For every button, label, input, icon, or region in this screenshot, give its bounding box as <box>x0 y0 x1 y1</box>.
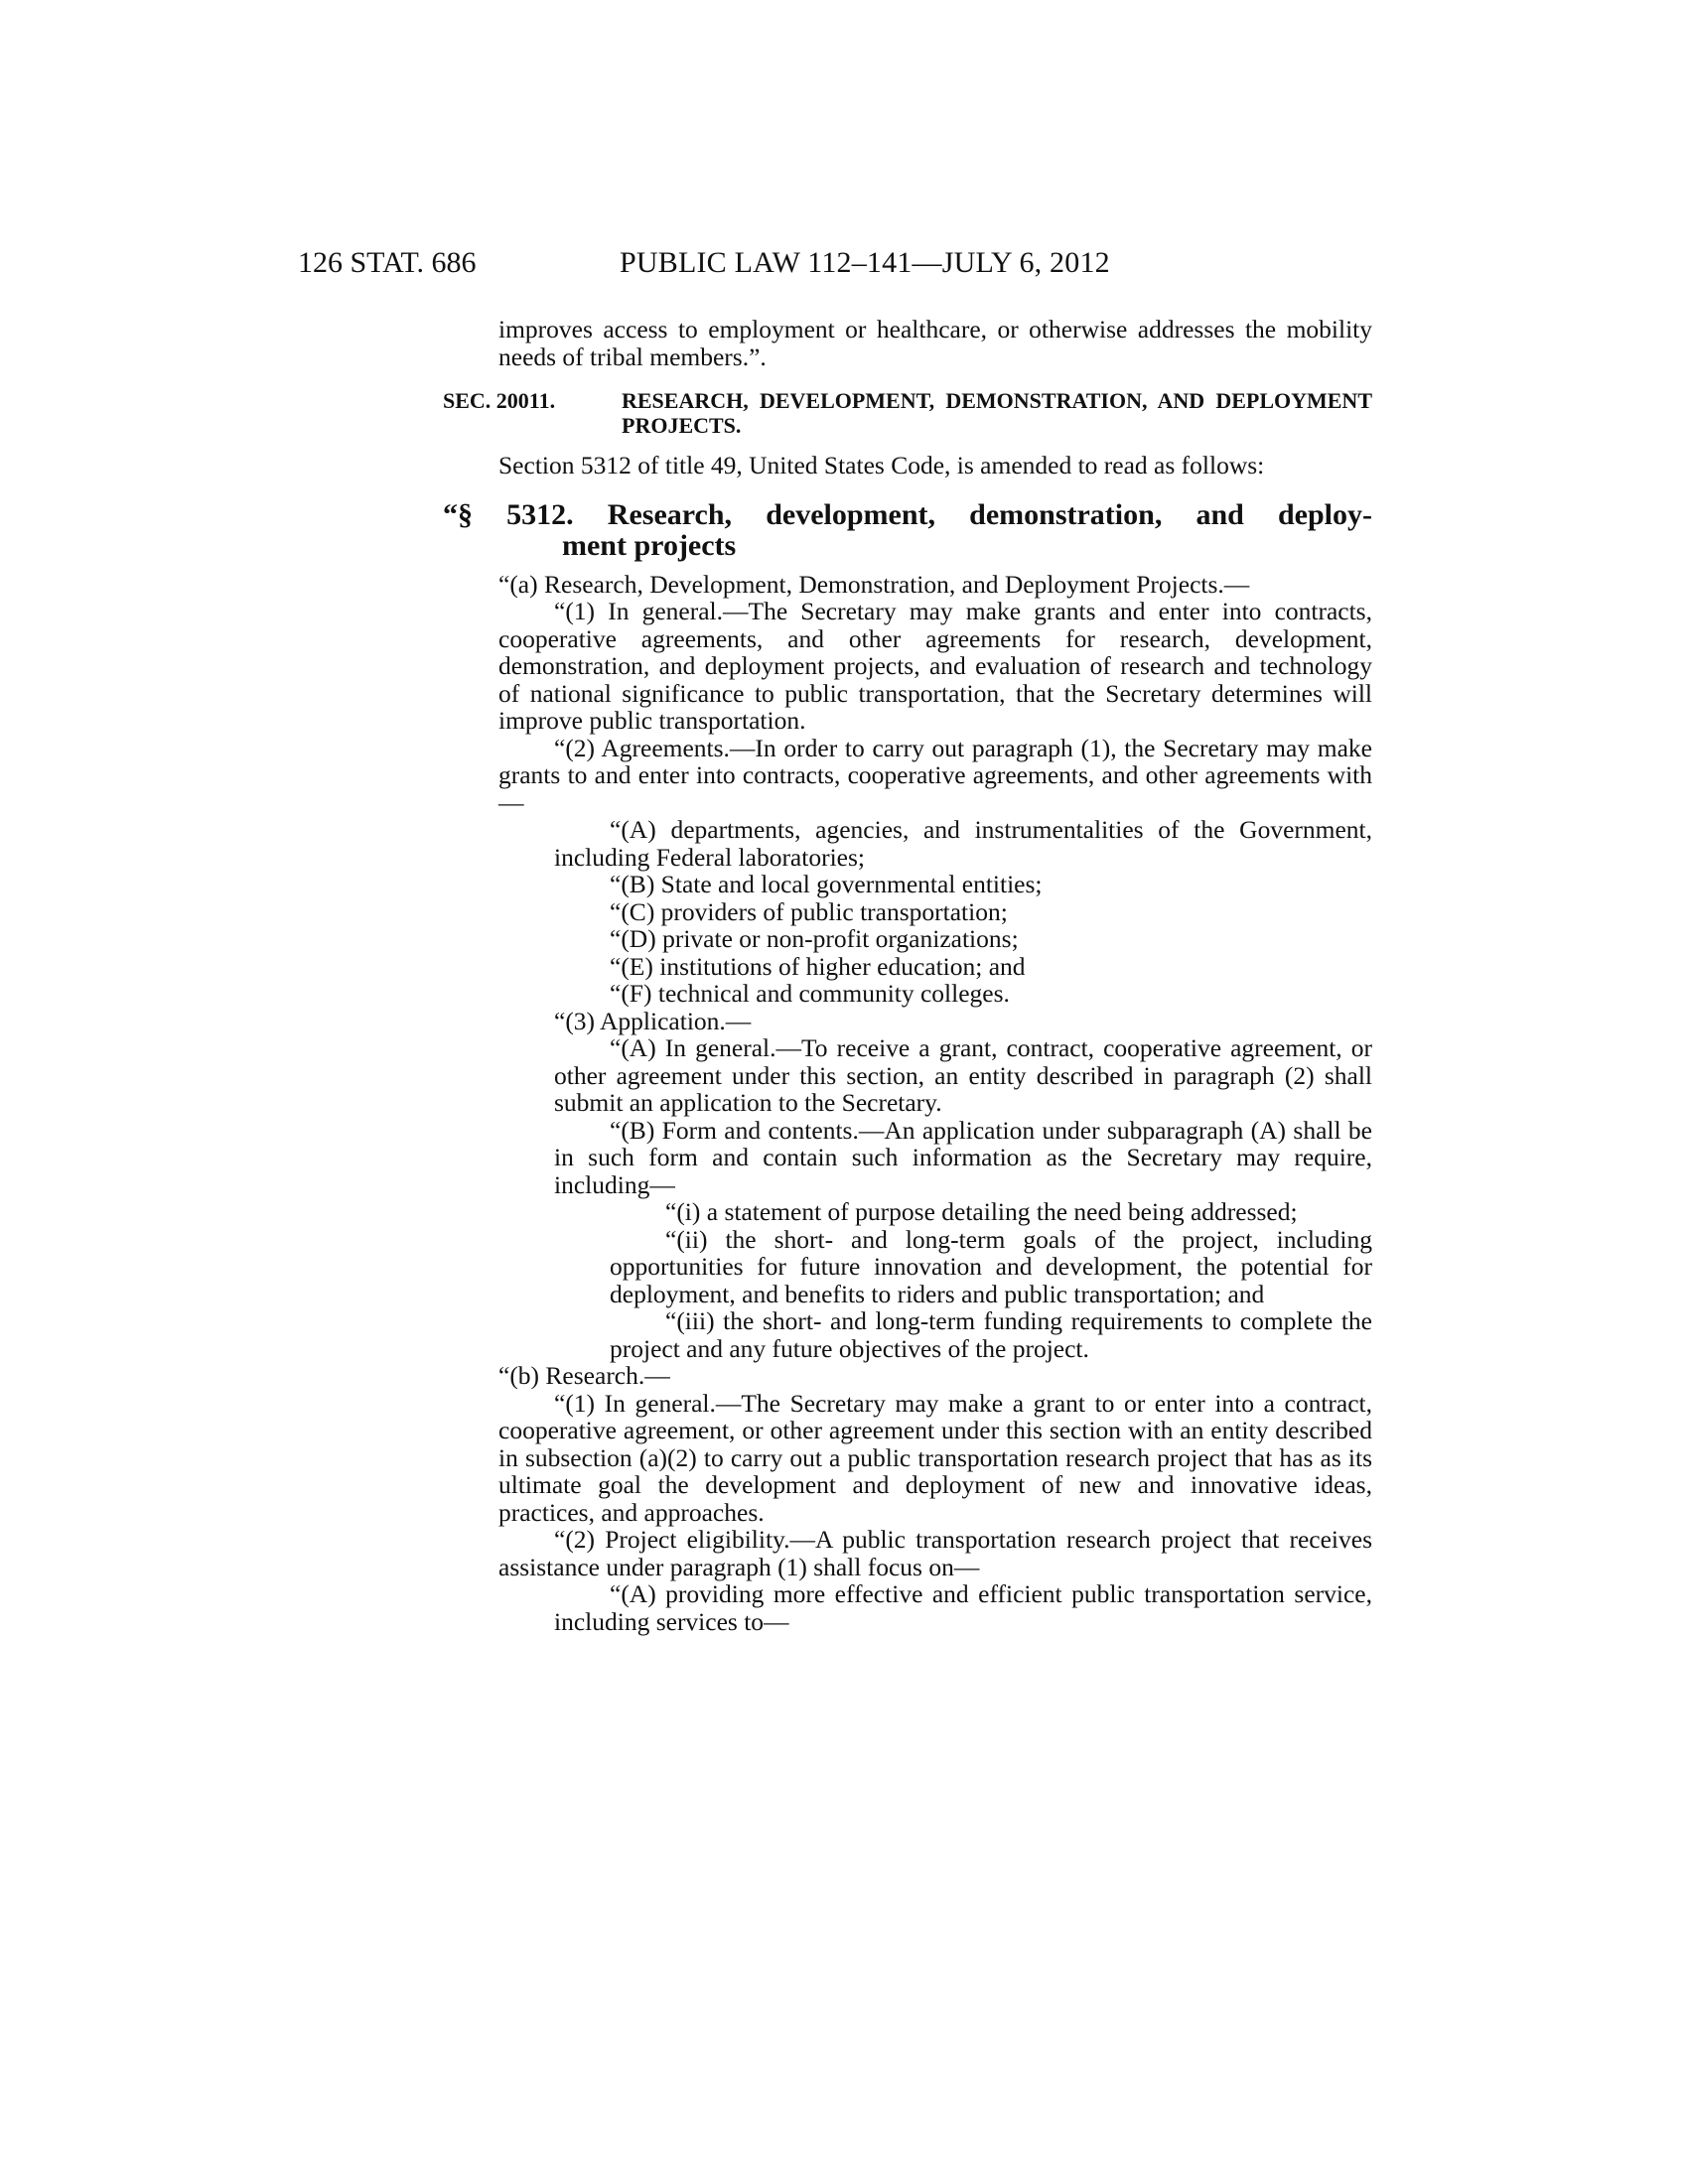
continuation-text: improves access to employment or healthcare, or otherwise addresses the mobility needs of tribal members.”. <box>498 315 1372 371</box>
statute-page-number: 126 STAT. 686 <box>298 246 477 279</box>
subsection-b-heading: “(b) Research.— <box>498 1361 670 1390</box>
paragraph-b1: “(1) In general.—The Secretary may make a grant to or enter into a contract, cooperative agreement, or other agreement under this section with an entity described in subsection (a)(2) to carry out a public transportation research project that has as its ultimate goal the development and deployment of new and innovative ideas, practices, and approaches. <box>498 1388 1372 1527</box>
section-title: RESEARCH, DEVELOPMENT, DEMONSTRATION, AND DEPLOYMENT PROJECTS. <box>622 388 1372 438</box>
page-header <box>298 246 1371 286</box>
paragraph-a3: “(3) Application.— <box>554 1006 752 1035</box>
subparagraph-b2A: “(A) providing more effective and efficient public transportation service, including services to— <box>554 1579 1372 1636</box>
paragraph-a2: “(2) Agreements.—In order to carry out paragraph (1), the Secretary may make grants to and enter into contracts, cooperative agreements, and other agreements with— <box>498 733 1372 817</box>
running-title: PUBLIC LAW 112–141—JULY 6, 2012 <box>620 246 1110 279</box>
subparagraph-a2E: “(E) institutions of higher education; and <box>610 951 1026 981</box>
code-section-heading <box>443 499 1372 561</box>
section-number: SEC. 20011. <box>443 388 556 413</box>
heading-line-2: ment projects <box>562 528 737 562</box>
subparagraph-a2B: “(B) State and local governmental entities; <box>610 870 1043 898</box>
clause-a3Biii: “(iii) the short- and long-term funding requirements to complete the project and any future objectives of the project. <box>610 1306 1372 1363</box>
paragraph-b2: “(2) Project eligibility.—A public transportation research project that receives assistance under paragraph (1) shall focus on— <box>498 1525 1372 1581</box>
subparagraph-a2C: “(C) providers of public transportation; <box>610 896 1008 926</box>
subparagraph-a2D: “(D) private or non-profit organizations; <box>610 924 1019 953</box>
clause-a3Bi: “(i) a statement of purpose detailing the need being addressed; <box>665 1197 1298 1226</box>
section-heading <box>443 388 1372 438</box>
subsection-a-heading: “(a) Research, Development, Demonstration, and Deployment Projects.— <box>498 569 1250 599</box>
subparagraph-a2F: “(F) technical and community colleges. <box>610 979 1010 1008</box>
document-body <box>443 315 1372 1636</box>
subparagraph-a3B: “(B) Form and contents.—An application under subparagraph (A) shall be in such form and contain such information as the Secretary may require, including— <box>554 1115 1372 1199</box>
clause-a3Bii: “(ii) the short- and long-term goals of the project, including opportunities for future innovation and development, the potential for deployment, and benefits to riders and public transportation; and <box>610 1224 1372 1308</box>
heading-line-1: “§ 5312. Research, development, demonstration, and deploy- <box>443 497 1372 531</box>
subparagraph-a2A: “(A) departments, agencies, and instrumentalities of the Government, including Federal laboratories; <box>554 815 1372 872</box>
subparagraph-a3A: “(A) In general.—To receive a grant, contract, cooperative agreement, or other agreement under this section, an entity described in paragraph (2) shall submit an application to the Secretary. <box>554 1033 1372 1117</box>
intro-paragraph: Section 5312 of title 49, United States Code, is amended to read as follows: <box>498 451 1265 479</box>
paragraph-a1: “(1) In general.—The Secretary may make grants and enter into contracts, cooperative agreements, and other agreements for research, development, demonstration, and deployment projects, and evaluation of research and technology of national significance to public transportation, that the Secretary determines will improve public transportation. <box>498 597 1372 735</box>
